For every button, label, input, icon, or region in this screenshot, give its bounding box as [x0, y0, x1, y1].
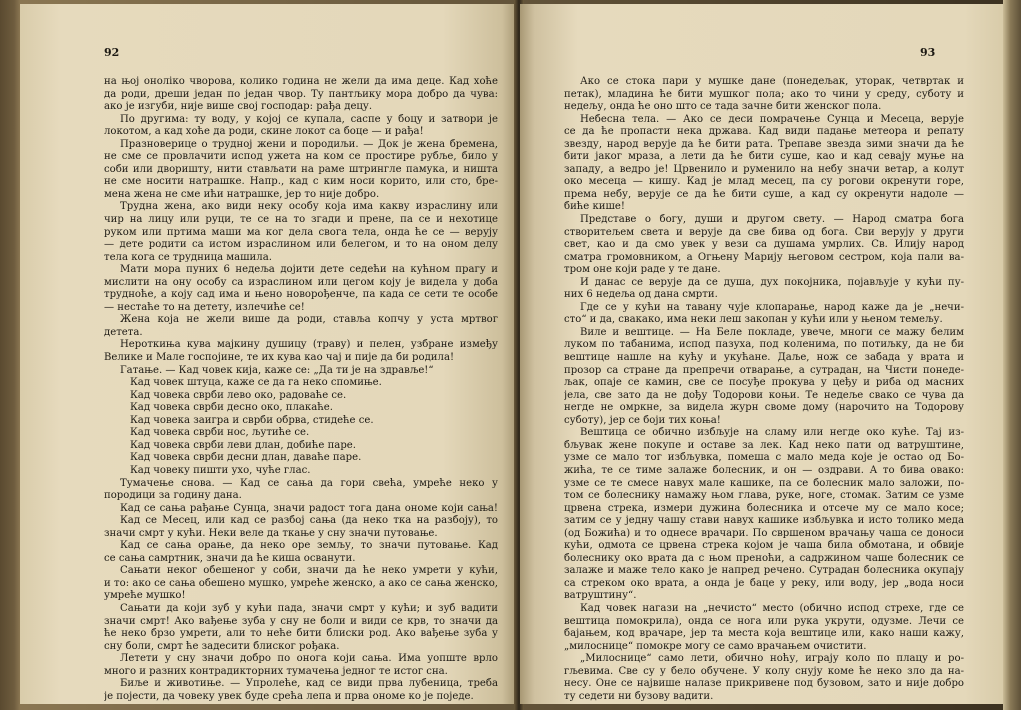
text-line: И данас се верује да се душа, дух покојника, појављује у кући пу-: [580, 276, 964, 288]
text-line: Трудна жена, ако види неку особу која има какву израслину или: [120, 201, 498, 213]
text-line: Где се у кући на тавану чује клопарање, народ каже да је „нечи-: [580, 301, 964, 313]
text-line: се сања самртник, значи да ће киша осванути.: [104, 552, 356, 564]
text-line: негде не омркне, за видела журн своме дому (нарочито на Тодорову: [564, 402, 964, 414]
text-line: ватруштину“.: [564, 590, 637, 602]
text-line: свет, као и да смо увек у вези са душама умрлих. Св. Илију народ: [564, 239, 964, 251]
text-line: Кад човека сврби лево око, радоваће се.: [130, 389, 347, 401]
text-line: луком по табанима, испод пазуха, под коленима, по потиљку, да не би: [564, 339, 964, 351]
text-line: узме се мало тог избљувка, помеша с мало меда које је остао од Бо-: [564, 452, 964, 464]
text-line: сматра громовником, а Огњену Марију његовом сестром, која пали ва-: [564, 251, 964, 263]
text-line: не сме се провлачити испод ужета на ком се простире рубље, било у: [104, 151, 498, 163]
text-line: значи смрт у кући. Неки веле да ткање у сну значи путовање.: [104, 527, 438, 539]
text-line: према небу, верује се да ће бити суше, а кад су окренути надоле —: [564, 188, 964, 200]
text-line: Мати мора пуних 6 недеља дојити дете седећи на кућном прагу и: [120, 264, 498, 276]
text-line: петак), младина ће бити мушког пола; ако то чини у среду, суботу и: [564, 88, 964, 100]
text-line: Гатање. — Кад човек кија, каже се: „Да ти је на здравље!“: [120, 364, 434, 376]
text-line: (од Божића) и то однесе врачари. По свршеном врачању чаша се доноси: [564, 527, 964, 539]
text-line: Вештица се обично избљује на сламу или негде око куће. Тај из-: [580, 427, 964, 439]
page-number: 93: [920, 46, 936, 59]
text-line: узме се те смесе навух мале кашике, па се болесник мало заложи, по-: [564, 477, 964, 489]
text-line: вештице нашле на кућу и укућане. Даље, нож се забада у врата и: [564, 352, 964, 364]
text-line: Жена која не жели више да роди, ставља копчу у уста мртвог: [120, 314, 498, 326]
text-line: сто“ и да, свакако, има неки леш закопан у кући или у њеном темељу.: [564, 314, 943, 326]
text-line: соби или дворишту, нити стављати на раме штрингле памука, и ништа: [104, 163, 498, 175]
text-line: — дете родити са истом израслином или белегом, и то на оном делу: [104, 239, 498, 251]
text-line: „милоснице“ помокре могу се само врачањем очистити.: [564, 640, 867, 652]
text-line: том се болеснику намажу њом глава, руке, ноге, стомак. Затим се узме: [564, 490, 964, 502]
text-line: биће кише!: [564, 201, 625, 213]
text-line: сну боли, смрт ће задесити блиског рођака.: [104, 640, 340, 652]
text-line: мислити на ону особу са израслином или цегом коју је видела у доба: [104, 276, 498, 288]
text-line: затим се у једну чашу стави навух кашике избљувка и исто толико меда: [564, 515, 964, 527]
text-line: Кад човека сврби нос, љутиће се.: [130, 427, 310, 439]
text-line: Ако се стока пари у мушке дане (понедељак, уторак, четвртак и: [580, 76, 964, 87]
text-line: црвена стрека, измери дужина болесника и отсече му се мало косе;: [564, 502, 964, 514]
text-line: љак, опаје се камин, све се посуђе прокува у цеђу и риба од масних: [564, 377, 964, 389]
text-line: Кад се сања рађање Сунца, значи радост тога дана ономе који сања!: [120, 502, 498, 514]
text-line: Велике и Мале госпојине, те их кува као чај и пије да би родила!: [104, 352, 455, 364]
text-line: Празноверице о трудној жени и породиљи. — Док је жена бремена,: [120, 138, 498, 150]
text-line: и то: ако се сања обешено мушко, умреће женско, а ако се сања женско,: [104, 577, 498, 589]
text-line: се да ће пропасти нека држава. Кад види падање метеора и репату: [564, 126, 964, 138]
text-line: несу. Оне се највише налазе прикривене под бузовом, зато и није добро: [564, 678, 964, 690]
text-line: бајањем, код врачаре, јер та места која вештице или, како наши кажу,: [564, 628, 964, 640]
text-line: Небесна тела. — Ако се деси помрачење Сунца и Месеца, верује: [580, 113, 964, 125]
text-line: Кад човек штуца, каже се да га неко спомиње.: [130, 377, 382, 389]
text-line: „Милоснице“ само лети, обично ноћу, играју коло по плацу и ро-: [580, 653, 964, 665]
text-line: По другима: ту воду, у којој се купала, саспе у боцу и затвори је: [120, 113, 498, 125]
text-line: је појести, да човеку увек буде срећа лепа и прва ономе ко је поједе.: [104, 690, 474, 702]
text-line: Кад се Месец, или кад се разбој сања (да неко тка на разбоју), то: [120, 515, 498, 527]
text-line: трудноће, а коју сад има и њено новорођенче, па када се сети те особе: [104, 289, 498, 301]
text-line: умреће мушко!: [104, 590, 186, 602]
text-line: них 6 недеља од дана смрти.: [564, 289, 718, 301]
text-line: чир на лицу или руци, те се на то згади и прене, па се и нехотице: [104, 214, 498, 226]
text-line: суботу), јер се боји тих коња!: [564, 414, 721, 426]
page-text: [104, 76, 498, 703]
text-line: Кад се сања орање, да неко оре земљу, то значи путовање. Кад: [120, 540, 498, 552]
text-line: звезду, народ верује да ће бити рата. Трепаве звезда зими значи да ће: [564, 138, 964, 150]
text-line: на њој оноліко чворова, колико година не жели да има деце. Кад хоће: [104, 76, 498, 87]
text-line: не сме носити натрашке. Напр., кад с ким носи корито, или сто, бре-: [104, 176, 498, 188]
left-page: [20, 4, 517, 704]
text-line: Сањати да који зуб у кући пада, значи смрт у кући; и зуб вадити: [120, 602, 498, 614]
text-line: детета.: [104, 326, 143, 338]
text-line: тром оне који раде у те дане.: [564, 264, 721, 276]
text-line: породици за годину дана.: [104, 490, 242, 502]
text-line: са стреком око врата, а онда је баце у реку, или воду, јер „вода носи: [564, 577, 964, 589]
text-line: ту седети ни бузову вадити.: [564, 690, 714, 702]
right-page: [520, 4, 1003, 704]
text-line: много и разних контрадикторних тумачења једног те истог сна.: [104, 665, 448, 677]
text-line: мена жена не сме ићи натрашке, јер то није добро.: [104, 188, 380, 200]
page-text: [564, 76, 964, 703]
text-line: болеснику око врата да с њом преноћи, а садржином чаше болесник се: [564, 552, 964, 564]
text-line: Летети у сну значи добро по онога који сања. Има уопште врло: [120, 653, 498, 665]
text-line: Нероткиња кува мајкину душицу (траву) и пелен, узбране између: [120, 339, 498, 351]
text-line: Представе о богу, души и другом свету. — Народ сматра бога: [580, 214, 964, 226]
text-line: Виле и вештице. — На Беле покладе, увече, многи се мажу белим: [580, 326, 964, 338]
text-line: залаже и маже тело како је напред речено. Сутрадан болесника окупају: [564, 565, 964, 577]
text-line: западу, а ведро је! Црвенило и руменило на небу значи ветар, а колут: [564, 163, 964, 175]
text-line: да роди, дреши један по један чвор. Ту пантљику мора добро да чува:: [104, 88, 498, 100]
text-line: Кад човека сврби десно око, плакаће.: [130, 402, 333, 414]
text-line: Тумачење снова. — Кад се сања да гори свећа, умреће неко у: [120, 477, 498, 489]
page-number: 92: [104, 46, 120, 59]
text-line: ако је изгуби, није више свој господар: рађа децу.: [104, 101, 373, 113]
page-edges: [1003, 0, 1021, 710]
text-line: Кад човека сврби леви длан, добиће паре.: [130, 439, 356, 451]
text-line: недељу, онда ће оно што се тада зачне бити женског пола.: [564, 101, 882, 113]
text-line: бити јаког мраза, а лети да ће бити суше, као и кад севају муње на: [564, 151, 964, 163]
text-line: тела кога се трудница машила.: [104, 251, 272, 263]
text-line: вештица помокрила), онда се нога или рука укрути, одузме. Лечи се: [564, 615, 964, 627]
text-line: бљувак жене покупе и оставе за лек. Кад неко пати од ватруштине,: [564, 439, 964, 451]
text-line: јела, све зато да не дођу Тодорови коњи. Те недеље свако се чува да: [564, 389, 964, 401]
text-line: гљевима. Све су у бело обучене. У колу снују коме ће неко зло да на-: [564, 665, 964, 677]
text-line: Сањати неког обешеног у соби, значи да ће неко умрети у кући,: [120, 565, 498, 577]
text-line: прозор са стране да препречи отварање, а сутрадан, на Чисти понеде-: [564, 364, 964, 376]
text-line: Кад човека сврби десни длан, даваће паре.: [130, 452, 362, 464]
text-line: Кад човека заигра и сврби обрва, стидеће се.: [130, 414, 374, 426]
text-line: кући, одмота се црвена стрека којом је чаша била обмотана, и обвије: [564, 540, 964, 552]
text-line: локотом, а кад хоће да роди, скине локот са боце — и рађа!: [104, 126, 424, 138]
text-line: ће неко брзо умрети, али то неће бити блиски род. Ако вађење зуба у: [104, 628, 498, 640]
text-line: око месеца — кишу. Кад је млад месец, па су рогови окренути горе,: [564, 176, 964, 188]
text-line: Кад човек нагази на „нечисто“ место (обично испод стрехе, где се: [580, 602, 964, 614]
text-line: — нестаће то на детету, излечиће се!: [104, 301, 305, 313]
text-line: створитељем света и верује да све бива од бога. Сви верују у други: [564, 226, 964, 238]
text-line: Кад човеку пишти ухо, чуће глас.: [130, 464, 311, 476]
text-line: значи смрт! Ако вађење зуба у сну не боли и види се крв, то значи да: [104, 615, 498, 627]
text-line: руком или пртима маши ма ког дела свога тела, онда ће се — верују: [104, 226, 498, 238]
text-line: Биље и животиње. — Упролеће, кад се види прва лубеница, треба: [120, 678, 498, 690]
text-line: жића, те се тиме залаже болесник, и он — оздрави. А то бива овако:: [564, 464, 964, 476]
